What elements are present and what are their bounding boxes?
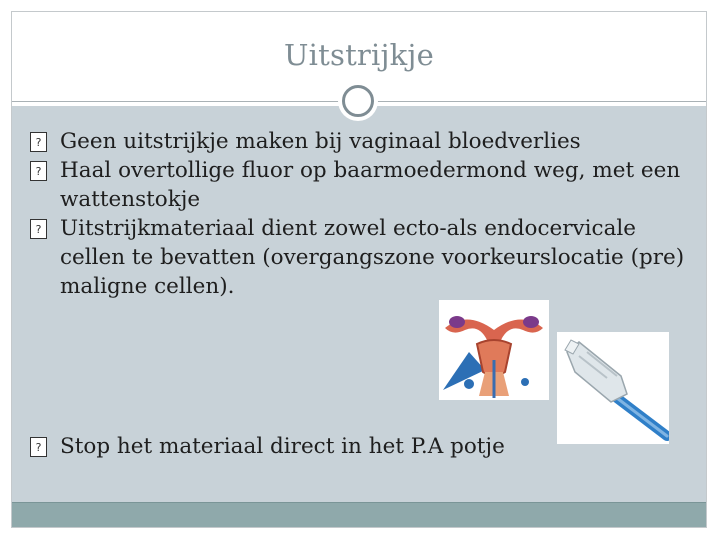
cervical-brush-image (557, 332, 669, 444)
bullet-item (30, 156, 690, 214)
bullet-marker-icon: ? (30, 161, 47, 181)
slide (11, 11, 707, 528)
uterus-illustration-icon (439, 300, 549, 400)
divider-ring-ornament (338, 81, 378, 121)
bullet-text: Geen uitstrijkje maken bij vaginaal bloedverlies (60, 129, 581, 154)
bullet-item-last (30, 432, 650, 461)
footer-bar (12, 502, 706, 527)
bullet-item (30, 127, 690, 156)
bullet-marker-icon: ? (30, 437, 47, 457)
slide-title: Uitstrijkje (284, 38, 434, 72)
uterus-illustration-image (439, 300, 549, 400)
ring-icon (342, 85, 374, 117)
bullet-list (30, 127, 690, 301)
bullet-marker-icon: ? (30, 219, 47, 239)
cervical-brush-icon (557, 332, 669, 444)
bullet-text: Haal overtollige fluor op baarmoedermond weg, met een wattenstokje (60, 158, 681, 212)
bullet-item (30, 214, 690, 301)
bullet-text: Stop het materiaal direct in het P.A potje (60, 434, 505, 459)
bullet-text: Uitstrijkmateriaal dient zowel ecto-als endocervicale cellen te bevatten (overgangszone voorkeurslocatie (pre) maligne cellen). (60, 216, 685, 299)
bullet-marker-icon: ? (30, 132, 47, 152)
